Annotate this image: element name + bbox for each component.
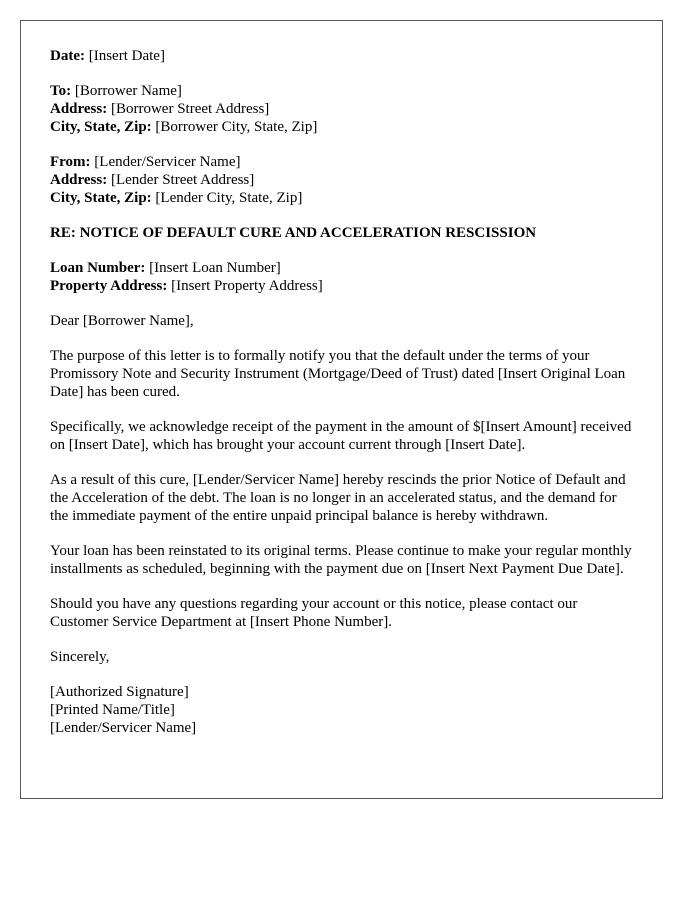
salutation: Dear [Borrower Name], [50,313,194,329]
recipient-block: To: [Borrower Name] Address: [Borrower Street Address] City, State, Zip: [Borrower City, State, Zip] [50,83,318,135]
date-line: Date: [Insert Date] [50,48,165,64]
subject-line: RE: NOTICE OF DEFAULT CURE AND ACCELERATION RESCISSION [50,225,537,241]
body-paragraph: As a result of this cure, [Lender/Servicer Name] hereby rescinds the prior Notice of Default and the Acceleration of the debt. The loan is no longer in an accelerated status, and the demand for the immediate payment of the entire unpaid principal balance is hereby withdrawn. [50,472,626,524]
body-paragraph: The purpose of this letter is to formally notify you that the default under the terms of your Promissory Note and Security Instrument (Mortgage/Deed of Trust) dated [Insert Original Loan Date] has been cured. [50,348,626,400]
body-paragraph: Your loan has been reinstated to its original terms. Please continue to make your regular monthly installments as scheduled, beginning with the payment due on [Insert Next Payment Due Date]. [50,543,632,577]
body-paragraph: Specifically, we acknowledge receipt of the payment in the amount of $[Insert Amount] received on [Insert Date], which has brought your account current through [Insert Date]. [50,419,632,453]
sender-block: From: [Lender/Servicer Name] Address: [Lender Street Address] City, State, Zip: [Lender City, State, Zip] [50,154,303,206]
letter-document [20,20,663,799]
signature-block: [Authorized Signature] [Printed Name/Title] [Lender/Servicer Name] [50,684,197,736]
body-paragraph: Should you have any questions regarding your account or this notice, please contact our Customer Service Department at [Insert Phone Number]. [50,596,578,630]
closing: Sincerely, [50,649,110,665]
loan-info: Loan Number: [Insert Loan Number] Property Address: [Insert Property Address] [50,260,323,294]
